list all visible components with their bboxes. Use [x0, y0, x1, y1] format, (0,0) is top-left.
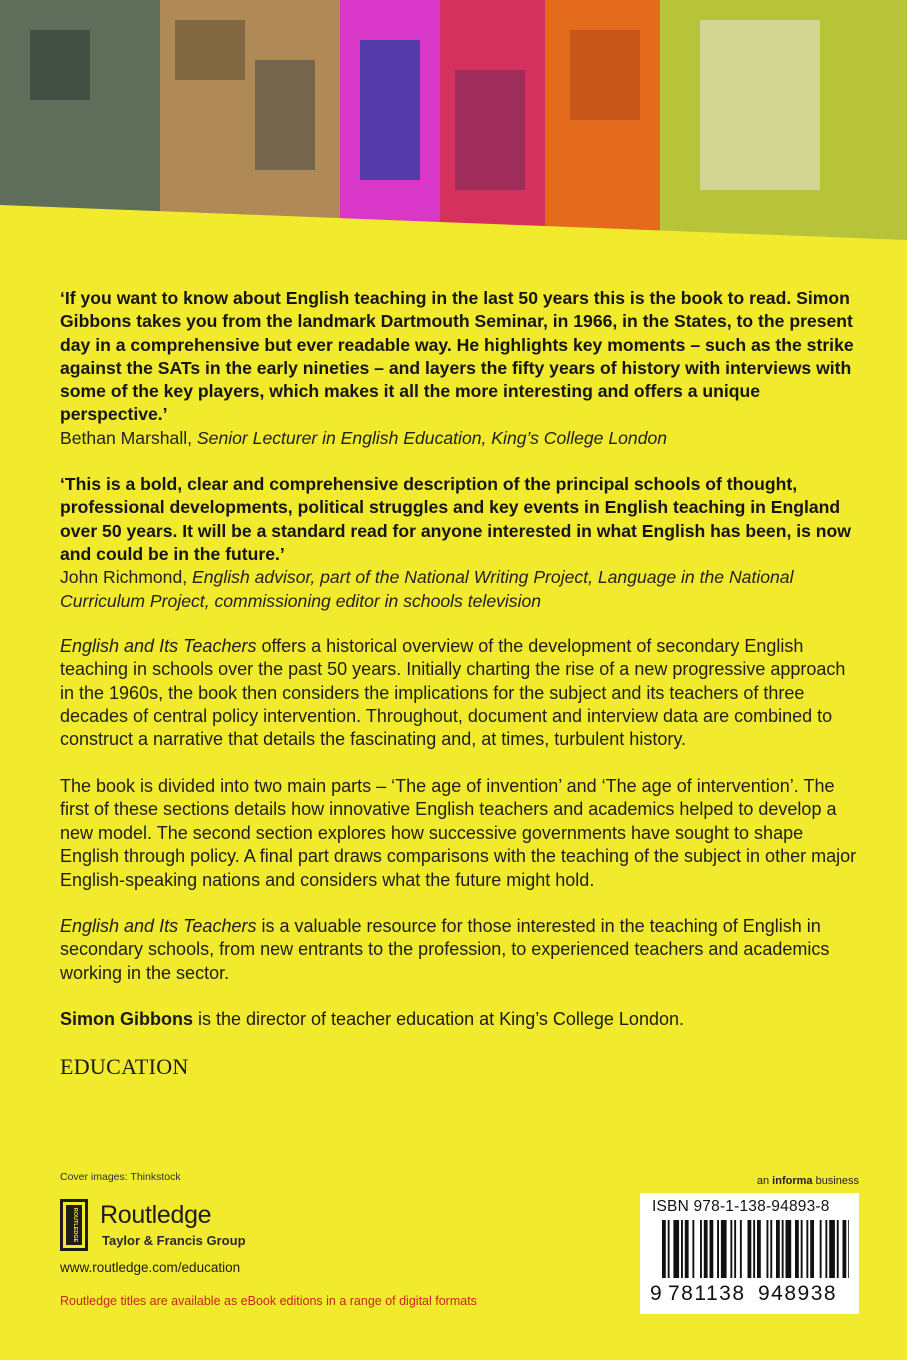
ebook-availability-note: Routledge titles are available as eBook editions in a range of digital formats	[60, 1294, 477, 1308]
book-title: English and Its Teachers	[60, 915, 257, 936]
barcode-bar	[757, 1220, 761, 1278]
barcode-bar	[692, 1220, 694, 1278]
barcode-bar	[795, 1220, 799, 1278]
barcode-bar	[748, 1220, 752, 1278]
barcode-bar	[820, 1220, 822, 1278]
barcode-bar	[806, 1220, 808, 1278]
informa-suffix: business	[812, 1175, 859, 1187]
barcode-bar	[786, 1220, 792, 1278]
barcode-bar	[700, 1220, 702, 1278]
isbn-digits-left: 781138	[668, 1282, 746, 1305]
barcode-bar	[782, 1220, 784, 1278]
author-bio-text: is the director of teacher education at King’s College London.	[193, 1009, 684, 1030]
barcode-bar	[673, 1220, 679, 1278]
barcode-bar	[825, 1220, 827, 1278]
cover-photo-collage	[0, 0, 907, 250]
paragraph-text: is a valuable resource for those interested in the teaching of English in secondary schools, from new entrants to the profession, to experienced teachers and academics working in the sector.	[60, 915, 830, 983]
isbn-barcode-box	[640, 1193, 859, 1314]
subject-category: EDUCATION	[60, 1053, 189, 1079]
description-paragraph-2: The book is divided into two main parts – ‘The age of invention’ and ‘The age of intervention’. The first of these sections details how innovative English teachers and academics helped to develop a new model. The second section explores how successive governments have sought to shape English through policy. A final part draws comparisons with the teaching of the subject in other major English-speaking nations and considers what the future might hold.	[60, 775, 857, 890]
barcode-bar	[685, 1220, 689, 1278]
barcode-bar	[843, 1220, 847, 1278]
informa-business-tag	[757, 1175, 859, 1187]
barcode-bar	[829, 1220, 835, 1278]
barcode-bar	[668, 1220, 670, 1278]
isbn-digits-right: 948938	[758, 1282, 838, 1305]
barcode-bar	[770, 1220, 772, 1278]
isbn-label: ISBN 978-1-138-94893-8	[652, 1198, 830, 1215]
endorser-role: English advisor, part of the National Writing Project, Language in the National Curriculum Project, commissioning editor in schools television	[60, 567, 794, 611]
barcode-graphic	[650, 1220, 849, 1282]
barcode-bar	[801, 1220, 803, 1278]
barcode-bar	[681, 1220, 683, 1278]
isbn-digit-first: 9	[650, 1282, 662, 1305]
endorser-name: Bethan Marshall,	[60, 427, 197, 448]
cover-credit: Cover images: Thinkstock	[60, 1171, 181, 1183]
endorsement-quote: ‘If you want to know about English teaching in the last 50 years this is the book to read. Simon Gibbons takes you from the landmark Dartmouth Seminar, in 1966, in the States, to the present day in a comprehensive but ever readable way. He highlights key moments – such as the strike against the SATs in the early nineties – and layers the fifty years of history with interviews with some of the key players, which makes it all the more interesting and offers a unique perspective.’	[60, 288, 854, 425]
publisher-name: Routledge	[100, 1201, 212, 1229]
barcode-bar	[730, 1220, 732, 1278]
endorsement-quote: ‘This is a bold, clear and comprehensive description of the principal schools of thought, professional developments, political struggles and key events in English teaching in England over 50 years. It will be a standard read for anyone interested in what English has been, is now and could be in the future.’	[60, 474, 851, 564]
routledge-logo	[60, 1199, 320, 1259]
barcode-bar	[753, 1220, 755, 1278]
informa-brand: informa	[772, 1175, 813, 1187]
barcode-bar	[776, 1220, 780, 1278]
routledge-logo-icon	[60, 1199, 88, 1251]
description-paragraph-1	[60, 635, 860, 752]
description-paragraph-3	[60, 915, 860, 985]
cover-photo-band	[0, 0, 907, 250]
back-cover-text	[60, 287, 860, 1080]
paragraph-text: offers a historical overview of the development of secondary English teaching in schools over the past 50 years. Initially charting the rise of a new progressive approach in the 1960s, the book then considers the implications for the subject and its teachers of three decades of central policy intervention. Throughout, document and interview data are combined to construct a narrative that details the fascinating and, at times, turbulent history.	[60, 635, 846, 750]
barcode-bar	[740, 1220, 742, 1278]
barcode-bar	[848, 1220, 849, 1278]
endorsement-attribution	[60, 566, 860, 613]
barcode-bar	[710, 1220, 714, 1278]
barcode-bar	[704, 1220, 708, 1278]
author-name: Simon Gibbons	[60, 1009, 193, 1030]
endorsement-1	[60, 287, 860, 450]
isbn-digits	[650, 1282, 850, 1306]
publisher-footer	[60, 1171, 580, 1308]
publisher-website-link[interactable]: www.routledge.com/education	[60, 1260, 241, 1275]
endorsement-2	[60, 473, 860, 613]
barcode-bar	[662, 1220, 666, 1278]
barcode-bar	[717, 1220, 719, 1278]
barcode-bar	[734, 1220, 736, 1278]
book-title: English and Its Teachers	[60, 635, 257, 656]
informa-prefix: an	[756, 1175, 773, 1187]
barcode-bar	[810, 1220, 814, 1278]
logo-mark-text: ROUTLEDGE	[72, 1207, 78, 1243]
endorser-name: John Richmond,	[60, 567, 193, 588]
publisher-group: Taylor & Francis Group	[102, 1233, 246, 1248]
barcode-bar	[837, 1220, 839, 1278]
author-bio	[60, 1008, 860, 1031]
endorsement-attribution	[60, 427, 860, 450]
barcode-bar	[767, 1220, 769, 1278]
endorser-role: Senior Lecturer in English Education, King’s College London	[196, 427, 668, 448]
barcode-bar	[721, 1220, 727, 1278]
